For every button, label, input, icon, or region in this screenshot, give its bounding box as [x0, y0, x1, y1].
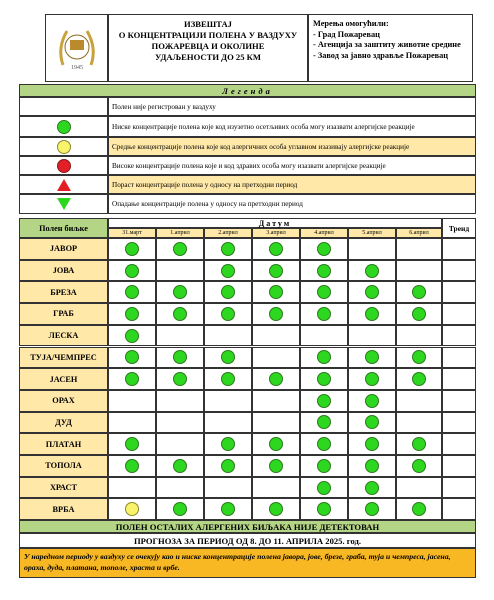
title-line: УДАЉЕНОСТИ ДО 25 КМ	[155, 52, 261, 62]
concentration-cell	[396, 433, 442, 455]
concentration-cell	[396, 347, 442, 369]
date-column-header: Датум	[108, 218, 442, 228]
concentration-cell	[348, 390, 396, 412]
concentration-cell	[300, 368, 348, 390]
concentration-cell	[108, 281, 156, 303]
sponsor-line: - Агенција за заштиту животне средине	[313, 40, 461, 49]
concentration-cell	[156, 390, 204, 412]
legend-symbol-low	[19, 116, 108, 137]
green-dot-icon	[317, 285, 331, 299]
concentration-cell	[252, 390, 300, 412]
plant-name: ЈАСЕН	[19, 368, 108, 390]
legend-text: Средње концентрације полена које код алергичних особа углавном изазивају алергијске реакције	[108, 137, 476, 156]
concentration-cell	[396, 368, 442, 390]
green-dot-icon	[412, 307, 426, 321]
concentration-cell	[204, 390, 252, 412]
concentration-cell	[252, 412, 300, 434]
legend-text: Опадање концентрације полена у односу на претходни период	[108, 194, 476, 214]
legend-title: Легенда	[19, 84, 476, 97]
concentration-cell	[108, 498, 156, 520]
concentration-cell	[348, 455, 396, 477]
concentration-cell	[300, 412, 348, 434]
concentration-cell	[396, 303, 442, 325]
green-dot-icon	[221, 502, 235, 516]
concentration-cell	[204, 260, 252, 282]
plant-name: ЈОВА	[19, 260, 108, 282]
concentration-cell	[204, 238, 252, 260]
green-dot-icon	[365, 372, 379, 386]
plant-name: ОРАХ	[19, 390, 108, 412]
green-dot-icon	[317, 307, 331, 321]
title-line: О КОНЦЕНТРАЦИЈИ ПОЛЕНА У ВАЗДУХУ	[118, 30, 298, 40]
concentration-cell	[108, 390, 156, 412]
plant-name: ДУД	[19, 412, 108, 434]
green-dot-icon	[269, 285, 283, 299]
concentration-cell	[156, 368, 204, 390]
green-dot-icon	[125, 372, 139, 386]
green-dot-icon	[173, 285, 187, 299]
sponsor-line: - Град Пожаревац	[313, 29, 380, 39]
green-dot-icon	[125, 307, 139, 321]
green-dot-icon	[173, 502, 187, 516]
green-dot-icon	[365, 307, 379, 321]
green-dot-icon	[412, 372, 426, 386]
green-dot-icon	[412, 459, 426, 473]
concentration-cell	[348, 412, 396, 434]
concentration-cell	[300, 325, 348, 347]
concentration-cell	[300, 390, 348, 412]
concentration-cell	[396, 281, 442, 303]
concentration-cell	[252, 281, 300, 303]
green-triangle-down-icon	[57, 198, 71, 210]
green-dot-icon	[365, 459, 379, 473]
green-dot-icon	[317, 350, 331, 364]
concentration-cell	[300, 303, 348, 325]
legend-text: Високе концентрације полена које и код здравих особа могу изазвати алергијске реакције	[108, 156, 476, 175]
concentration-cell	[108, 455, 156, 477]
legend-text: Ниске концентрације полена које код изузетно осетљивих особа могу изазвати алергијске реакције	[108, 116, 476, 137]
concentration-cell	[396, 477, 442, 499]
concentration-cell	[300, 347, 348, 369]
green-dot-icon	[317, 459, 331, 473]
concentration-cell	[204, 347, 252, 369]
concentration-cell	[396, 412, 442, 434]
green-dot-icon	[317, 394, 331, 408]
red-triangle-up-icon	[57, 179, 71, 191]
concentration-cell	[348, 368, 396, 390]
concentration-cell	[108, 260, 156, 282]
trend-cell	[442, 477, 476, 499]
concentration-cell	[108, 238, 156, 260]
trend-cell	[442, 325, 476, 347]
red-dot-icon	[57, 159, 71, 173]
concentration-cell	[204, 368, 252, 390]
yellow-dot-icon	[57, 140, 71, 154]
date-cell: 3.април	[252, 228, 300, 238]
forecast-period-title: ПРОГНОЗА ЗА ПЕРИОД ОД 8. ДО 11. АПРИЛА 2025. год.	[19, 533, 476, 548]
green-dot-icon	[269, 437, 283, 451]
concentration-cell	[396, 260, 442, 282]
trend-cell	[442, 281, 476, 303]
green-dot-icon	[173, 307, 187, 321]
green-dot-icon	[125, 350, 139, 364]
concentration-cell	[252, 368, 300, 390]
green-dot-icon	[173, 242, 187, 256]
concentration-cell	[156, 260, 204, 282]
green-dot-icon	[317, 481, 331, 495]
legend-text: Полен није регистрован у ваздуху	[108, 97, 476, 116]
concentration-cell	[204, 433, 252, 455]
green-dot-icon	[317, 502, 331, 516]
green-dot-icon	[269, 242, 283, 256]
plant-name: БРЕЗА	[19, 281, 108, 303]
concentration-cell	[108, 303, 156, 325]
concentration-cell	[348, 433, 396, 455]
trend-cell	[442, 260, 476, 282]
plant-name: ТОПОЛА	[19, 455, 108, 477]
concentration-cell	[300, 455, 348, 477]
green-dot-icon	[221, 437, 235, 451]
green-dot-icon	[221, 459, 235, 473]
green-dot-icon	[269, 307, 283, 321]
trend-cell	[442, 412, 476, 434]
concentration-cell	[396, 498, 442, 520]
green-dot-icon	[365, 394, 379, 408]
concentration-cell	[156, 281, 204, 303]
concentration-cell	[300, 260, 348, 282]
report-title	[108, 14, 308, 82]
green-dot-icon	[317, 415, 331, 429]
green-dot-icon	[221, 264, 235, 278]
green-dot-icon	[221, 307, 235, 321]
concentration-cell	[252, 325, 300, 347]
concentration-cell	[156, 498, 204, 520]
legend-symbol-high	[19, 156, 108, 175]
plant-name: ХРАСТ	[19, 477, 108, 499]
green-dot-icon	[412, 285, 426, 299]
concentration-cell	[300, 498, 348, 520]
concentration-cell	[204, 498, 252, 520]
green-dot-icon	[125, 459, 139, 473]
green-dot-icon	[365, 481, 379, 495]
forecast-text: У наредном периоду у ваздуху се очекују као и ниске концентрације полена јавора, јове, брезе, граба, туја и чемпреса, јасена, ораха, дуда, платана, тополе, храста и врбе.	[19, 548, 476, 578]
concentration-cell	[252, 238, 300, 260]
legend-symbol-medium	[19, 137, 108, 156]
concentration-cell	[204, 477, 252, 499]
concentration-cell	[204, 303, 252, 325]
concentration-cell	[108, 433, 156, 455]
concentration-cell	[156, 303, 204, 325]
trend-cell	[442, 498, 476, 520]
green-dot-icon	[365, 350, 379, 364]
green-dot-icon	[269, 264, 283, 278]
concentration-cell	[252, 260, 300, 282]
green-dot-icon	[173, 372, 187, 386]
concentration-cell	[348, 238, 396, 260]
plant-name: ВРБА	[19, 498, 108, 520]
green-dot-icon	[365, 285, 379, 299]
green-dot-icon	[125, 264, 139, 278]
concentration-cell	[348, 477, 396, 499]
concentration-cell	[204, 412, 252, 434]
concentration-cell	[156, 325, 204, 347]
concentration-cell	[156, 455, 204, 477]
plant-name: ЛЕСКА	[19, 325, 108, 347]
sponsor-line: - Завод за јавно здравље Пожаревац	[313, 50, 449, 60]
sponsor-line: Мерења омогућили:	[313, 19, 389, 28]
green-dot-icon	[317, 372, 331, 386]
legend-text: Пораст концентрације полена у односу на претходни период	[108, 175, 476, 194]
plant-name: ЈАВОР	[19, 238, 108, 260]
trend-cell	[442, 238, 476, 260]
concentration-cell	[348, 325, 396, 347]
green-dot-icon	[317, 242, 331, 256]
svg-text:1945: 1945	[70, 65, 83, 71]
concentration-cell	[300, 238, 348, 260]
concentration-cell	[156, 433, 204, 455]
green-dot-icon	[221, 242, 235, 256]
concentration-cell	[252, 455, 300, 477]
concentration-cell	[348, 498, 396, 520]
plant-name: ПЛАТАН	[19, 433, 108, 455]
green-dot-icon	[269, 502, 283, 516]
concentration-cell	[396, 325, 442, 347]
concentration-cell	[348, 260, 396, 282]
green-dot-icon	[125, 329, 139, 343]
concentration-cell	[396, 238, 442, 260]
green-dot-icon	[412, 437, 426, 451]
concentration-cell	[348, 347, 396, 369]
trend-cell	[442, 390, 476, 412]
concentration-cell	[348, 303, 396, 325]
concentration-cell	[252, 347, 300, 369]
concentration-cell	[252, 477, 300, 499]
institute-logo	[45, 14, 108, 82]
date-cell: 6.април	[396, 228, 442, 238]
concentration-cell	[300, 281, 348, 303]
trend-cell	[442, 303, 476, 325]
trend-cell	[442, 347, 476, 369]
green-dot-icon	[125, 242, 139, 256]
green-dot-icon	[221, 285, 235, 299]
concentration-cell	[300, 433, 348, 455]
green-dot-icon	[365, 264, 379, 278]
concentration-cell	[204, 325, 252, 347]
legend-symbol-none	[19, 97, 108, 116]
trend-cell	[442, 368, 476, 390]
other-pollen-note: ПОЛЕН ОСТАЛИХ АЛЕРГЕНИХ БИЉАКА НИЈЕ ДЕТЕКТОВАН	[19, 520, 476, 533]
green-dot-icon	[221, 350, 235, 364]
concentration-cell	[204, 455, 252, 477]
concentration-cell	[156, 477, 204, 499]
date-cell: 1.април	[156, 228, 204, 238]
concentration-cell	[348, 281, 396, 303]
plant-name: ТУЈА/ЧЕМПРЕС	[19, 347, 108, 369]
title-line: ИЗВЕШТАЈ	[184, 19, 232, 29]
concentration-cell	[252, 498, 300, 520]
concentration-cell	[252, 433, 300, 455]
laurel-seal-icon	[55, 23, 99, 73]
green-dot-icon	[269, 372, 283, 386]
green-dot-icon	[125, 285, 139, 299]
date-cell: 4.април	[300, 228, 348, 238]
measurement-sponsors	[308, 14, 473, 82]
concentration-cell	[108, 347, 156, 369]
title-line: ПОЖАРЕВЦА И ОКОЛИНЕ	[151, 41, 265, 51]
plant-name: ГРАБ	[19, 303, 108, 325]
green-dot-icon	[412, 350, 426, 364]
date-cell: 5.април	[348, 228, 396, 238]
green-dot-icon	[221, 372, 235, 386]
concentration-cell	[108, 477, 156, 499]
green-dot-icon	[365, 437, 379, 451]
legend-symbol-fall	[19, 194, 108, 214]
concentration-cell	[396, 390, 442, 412]
green-dot-icon	[269, 459, 283, 473]
legend-symbol-rise	[19, 175, 108, 194]
green-dot-icon	[173, 459, 187, 473]
green-dot-icon	[317, 264, 331, 278]
trend-cell	[442, 455, 476, 477]
concentration-cell	[252, 303, 300, 325]
concentration-cell	[300, 477, 348, 499]
concentration-cell	[156, 347, 204, 369]
green-dot-icon	[57, 120, 71, 134]
green-dot-icon	[125, 437, 139, 451]
green-dot-icon	[173, 350, 187, 364]
green-dot-icon	[365, 415, 379, 429]
date-cell: 2.април	[204, 228, 252, 238]
green-dot-icon	[365, 502, 379, 516]
concentration-cell	[108, 325, 156, 347]
concentration-cell	[156, 238, 204, 260]
trend-cell	[442, 433, 476, 455]
trend-column-header: Тренд	[442, 218, 476, 238]
concentration-cell	[108, 368, 156, 390]
concentration-cell	[108, 412, 156, 434]
green-dot-icon	[317, 437, 331, 451]
green-dot-icon	[412, 502, 426, 516]
yellow-dot-icon	[125, 502, 139, 516]
plant-column-header: Полен биљке	[19, 218, 108, 238]
concentration-cell	[204, 281, 252, 303]
date-cell: 31.март	[108, 228, 156, 238]
concentration-cell	[156, 412, 204, 434]
concentration-cell	[396, 455, 442, 477]
